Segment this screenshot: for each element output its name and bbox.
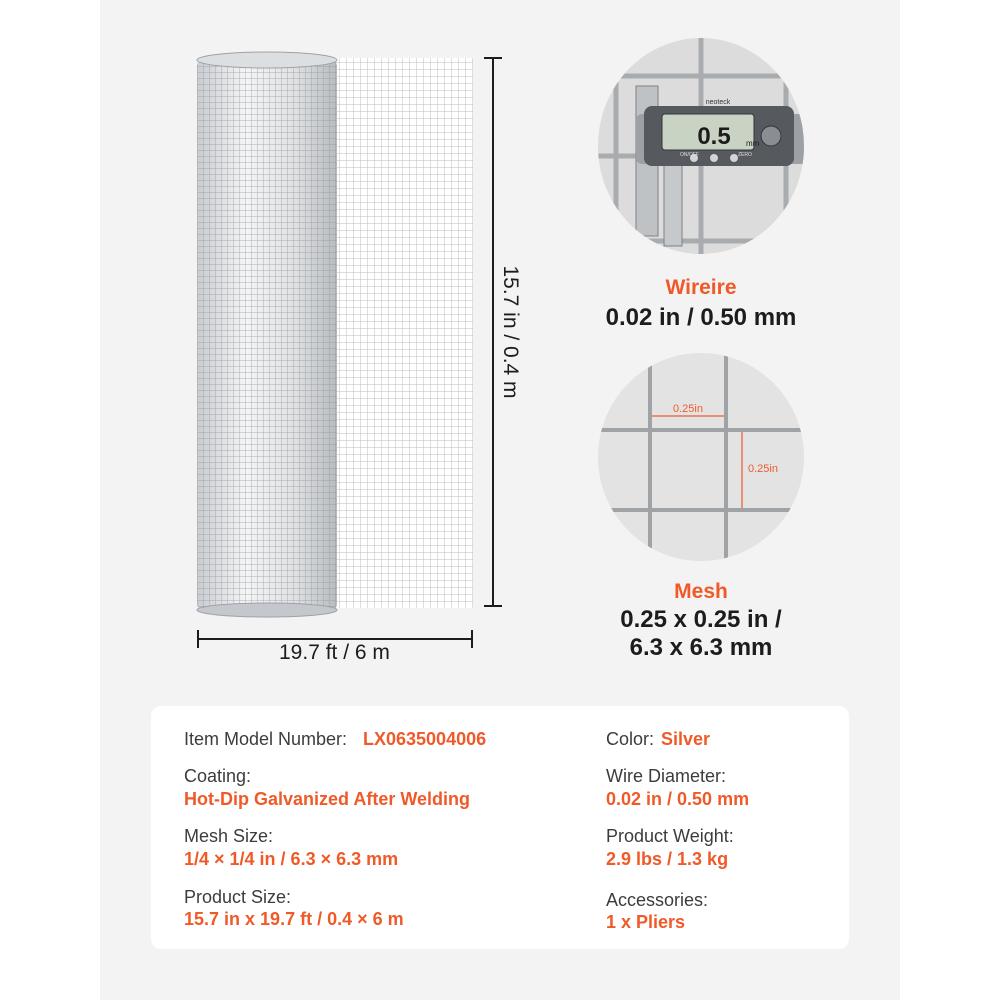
product-size-value: 15.7 in x 19.7 ft / 0.4 × 6 m <box>184 909 404 929</box>
mesh-callout-title: Mesh <box>674 580 728 603</box>
wire-diameter-label: Wire Diameter: <box>606 766 727 786</box>
height-dimension-label: 15.7 in / 0.4 m <box>499 265 522 399</box>
caliper-brand: neoteck <box>705 99 731 106</box>
width-dimension-label: 19.7 ft / 6 m <box>279 641 390 664</box>
wire-callout-value: 0.02 in / 0.50 mm <box>605 304 797 331</box>
color-value: Silver <box>661 729 711 749</box>
mesh-detail-image <box>596 352 806 562</box>
mesh-size-label: Mesh Size: <box>184 826 274 846</box>
wire-callout-title: Wireire <box>665 276 737 299</box>
mesh-size-value: 1/4 × 1/4 in / 6.3 × 6.3 mm <box>184 849 399 869</box>
accessories-value: 1 x Pliers <box>606 912 686 932</box>
color-label: Color: <box>606 729 655 749</box>
mesh-horizontal-label: 0.25in <box>673 403 703 415</box>
model-number-value: LX0635004006 <box>363 729 487 749</box>
accessories-label: Accessories: <box>606 890 709 910</box>
coating-value: Hot-Dip Galvanized After Welding <box>184 789 471 809</box>
wire-mesh-roll-image <box>185 48 495 618</box>
model-number-label: Item Model Number: <box>184 729 348 749</box>
caliper-onoff-label: ON/OFF <box>680 152 699 158</box>
product-size-label: Product Size: <box>184 887 292 907</box>
product-weight-label: Product Weight: <box>606 826 734 846</box>
mesh-vertical-label: 0.25in <box>748 463 778 475</box>
caliper-zero-label: ZERO <box>738 152 752 158</box>
specs-card <box>151 706 849 949</box>
mesh-callout-value-line2: 6.3 x 6.3 mm <box>629 634 773 661</box>
product-weight-value: 2.9 lbs / 1.3 kg <box>606 849 729 869</box>
caliper-detail-image <box>596 36 806 256</box>
mesh-callout-value-line1: 0.25 x 0.25 in / <box>620 606 782 633</box>
coating-label: Coating: <box>184 766 252 786</box>
wire-diameter-value: 0.02 in / 0.50 mm <box>606 789 750 809</box>
caliper-unit: mm <box>746 139 760 148</box>
caliper-reading: 0.5 <box>697 123 731 150</box>
